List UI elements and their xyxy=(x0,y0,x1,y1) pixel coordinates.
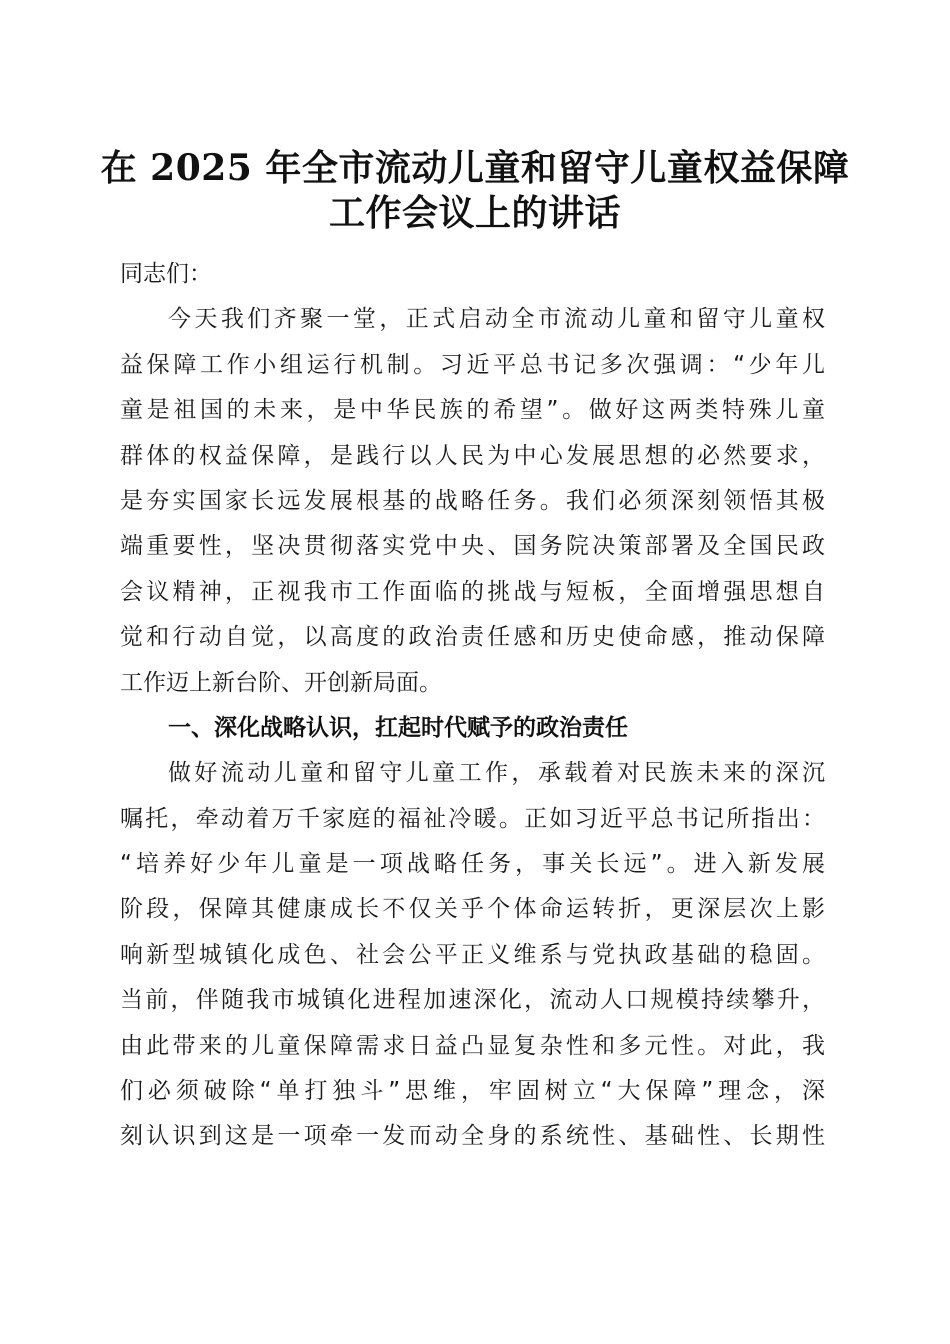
paragraph-line: 阶段，保障其健康成长不仅关乎个体命运转折，更深层次上影 xyxy=(120,896,825,923)
paragraph-line: 工作迈上新台阶、开创新局面。 xyxy=(120,669,442,696)
paragraph-line: 益保障工作小组运行机制。习近平总书记多次强调：“少年儿 xyxy=(120,351,825,378)
document-body xyxy=(120,252,825,1160)
paragraph-line: 今天我们齐聚一堂，正式启动全市流动儿童和留守儿童权 xyxy=(168,306,825,333)
paragraph-2 xyxy=(120,751,825,1160)
paragraph-line: 响新型城镇化成色、社会公平正义维系与党执政基础的稳固。 xyxy=(120,941,825,968)
document-title-line-2: 工作会议上的讲话 xyxy=(328,192,621,234)
paragraph-line: 由此带来的儿童保障需求日益凸显复杂性和多元性。对此，我 xyxy=(120,1032,825,1059)
paragraph-line: 是夯实国家长远发展根基的战略任务。我们必须深刻领悟其极 xyxy=(120,487,825,514)
paragraph-line: 做好流动儿童和留守儿童工作，承载着对民族未来的深沉 xyxy=(168,760,825,787)
paragraph-line: 群体的权益保障，是践行以人民为中心发展思想的必然要求， xyxy=(120,442,825,469)
paragraph-line: “培养好少年儿童是一项战略任务，事关长远”。进入新发展 xyxy=(120,851,825,878)
section-heading-1: 一、深化战略认识，扛起时代赋予的政治责任 xyxy=(168,714,628,741)
paragraph-line: 觉和行动自觉，以高度的政治责任感和历史使命感，推动保障 xyxy=(120,624,825,651)
paragraph-line: 童是祖国的未来，是中华民族的希望”。做好这两类特殊儿童 xyxy=(120,397,825,424)
salutation: 同志们： xyxy=(120,261,212,287)
paragraph-line: 刻认识到这是一项牵一发而动全身的系统性、基础性、长期性 xyxy=(120,1123,825,1150)
paragraph-line: 们必须破除“单打独斗”思维，牢固树立“大保障”理念，深 xyxy=(120,1078,825,1105)
paragraph-line: 端重要性，坚决贯彻落实党中央、国务院决策部署及全国民政 xyxy=(120,533,825,560)
paragraph-1 xyxy=(120,297,825,706)
paragraph-line: 会议精神，正视我市工作面临的挑战与短板，全面增强思想自 xyxy=(120,578,825,605)
paragraph-line: 当前，伴随我市城镇化进程加速深化，流动人口规模持续攀升， xyxy=(120,987,825,1014)
document-title-line-1: 在 2025 年全市流动儿童和留守儿童权益保障 xyxy=(100,147,850,189)
paragraph-line: 嘱托，牵动着万千家庭的福祉冷暖。正如习近平总书记所指出： xyxy=(120,805,825,832)
